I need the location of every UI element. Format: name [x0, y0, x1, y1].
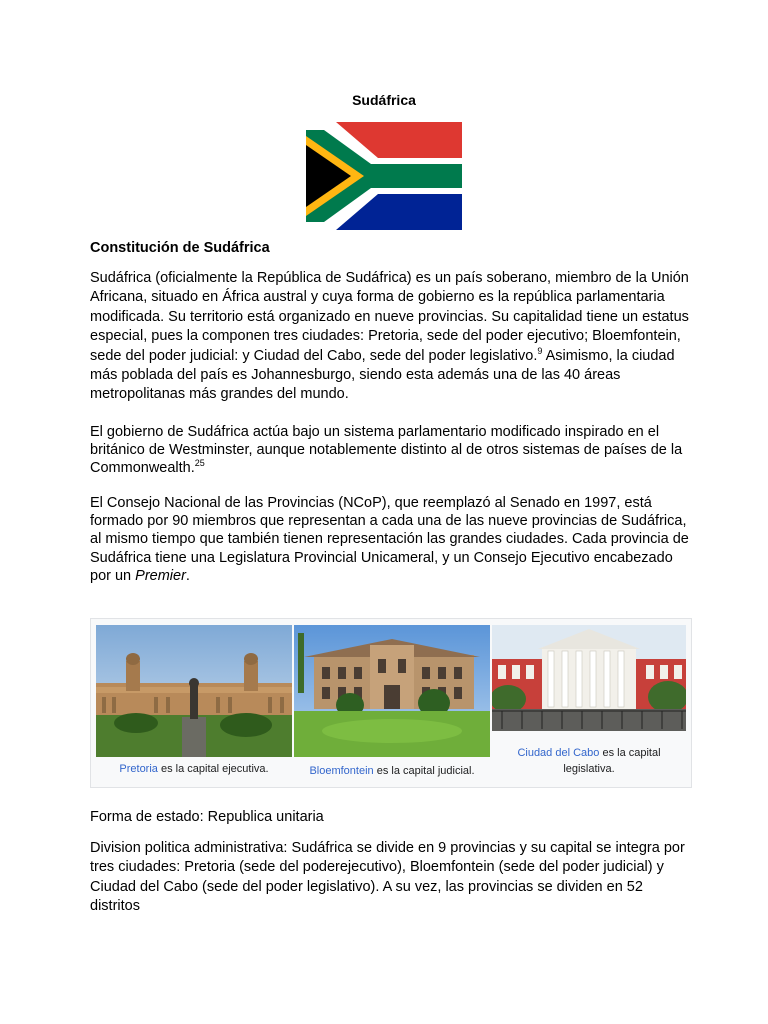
bloemfontein-link[interactable]: Bloemfontein: [309, 765, 374, 777]
paragraph-forma-de-estado: Forma de estado: Republica unitaria: [90, 809, 324, 825]
paragraph-1: Sudáfrica (oficialmente la República de Sudáfrica) es un país soberano, miembro de la Unión Africana, situado en África austral y cuya forma de gobierno es la república parlamentaria modificada. Su territorio está organizado en nueve provincias. Su capitalidad tiene un estatus especial, pues la componen tres ciudades: Pretoria, sede del poder ejecutivo; Bloemfontein, sede del poder judicial: y Ciudad del Cabo, sede del poder legislativo.$^9$ Asimismo, la ciudad más poblada del país es Johannesburgo, siendo esta además una de las 40 áreas metropolitanas más grandes del mundo.: [90, 270, 689, 403]
bloemfontein-caption: Bloemfontein es la capital judicial.: [309, 765, 475, 777]
footnote-ref[interactable]: 9: [537, 345, 543, 356]
pretoria-link[interactable]: Pretoria: [119, 763, 158, 775]
paragraph-division-politica: Division politica administrativa: Sudáfrica se divide en 9 provincias y su capital se integra por tres ciudades: Pretoria (sede del poderejecutivo), Bloemfontein (sede del poder judicial) y Ciudad del Cabo (sede del poder legislativo). A su vez, las provincias se dividen en 52 distritos: [90, 840, 685, 915]
ciudad-del-cabo-caption: Ciudad del Cabo es la capital legislativa.: [517, 747, 661, 775]
capitals-gallery: [90, 618, 692, 788]
bloemfontein-image[interactable]: [294, 625, 490, 757]
section-heading: Constitución de Sudáfrica: [90, 240, 270, 256]
pretoria-caption: Pretoria es la capital ejecutiva.: [119, 763, 269, 775]
paragraph-3: El Consejo Nacional de las Provincias (NCoP), que reemplazó al Senado en 1997, está formado por 90 miembros que representan a cada una de las nueve provincias de Sudáfrica, al mismo tiempo que también tienen representación las grandes ciudades. Cada provincia de Sudáfrica tiene una Legislatura Provincial Unicameral, y un Consejo Ejecutivo encabezado por un Premier.: [90, 495, 689, 584]
page-title: Sudáfrica: [352, 92, 416, 108]
ciudad-del-cabo-image[interactable]: [492, 625, 686, 731]
pretoria-image[interactable]: [96, 625, 292, 757]
paragraph-2: El gobierno de Sudáfrica actúa bajo un sistema parlamentario modificado inspirado en el británico de Westminster, aunque notablemente distinto al de otros sistemas de países de la Commonwealth.$^{25}$: [90, 424, 683, 476]
south-africa-flag: [306, 122, 462, 230]
footnote-ref[interactable]: 25: [194, 458, 205, 469]
ciudad-del-cabo-link[interactable]: Ciudad del Cabo: [517, 747, 600, 759]
